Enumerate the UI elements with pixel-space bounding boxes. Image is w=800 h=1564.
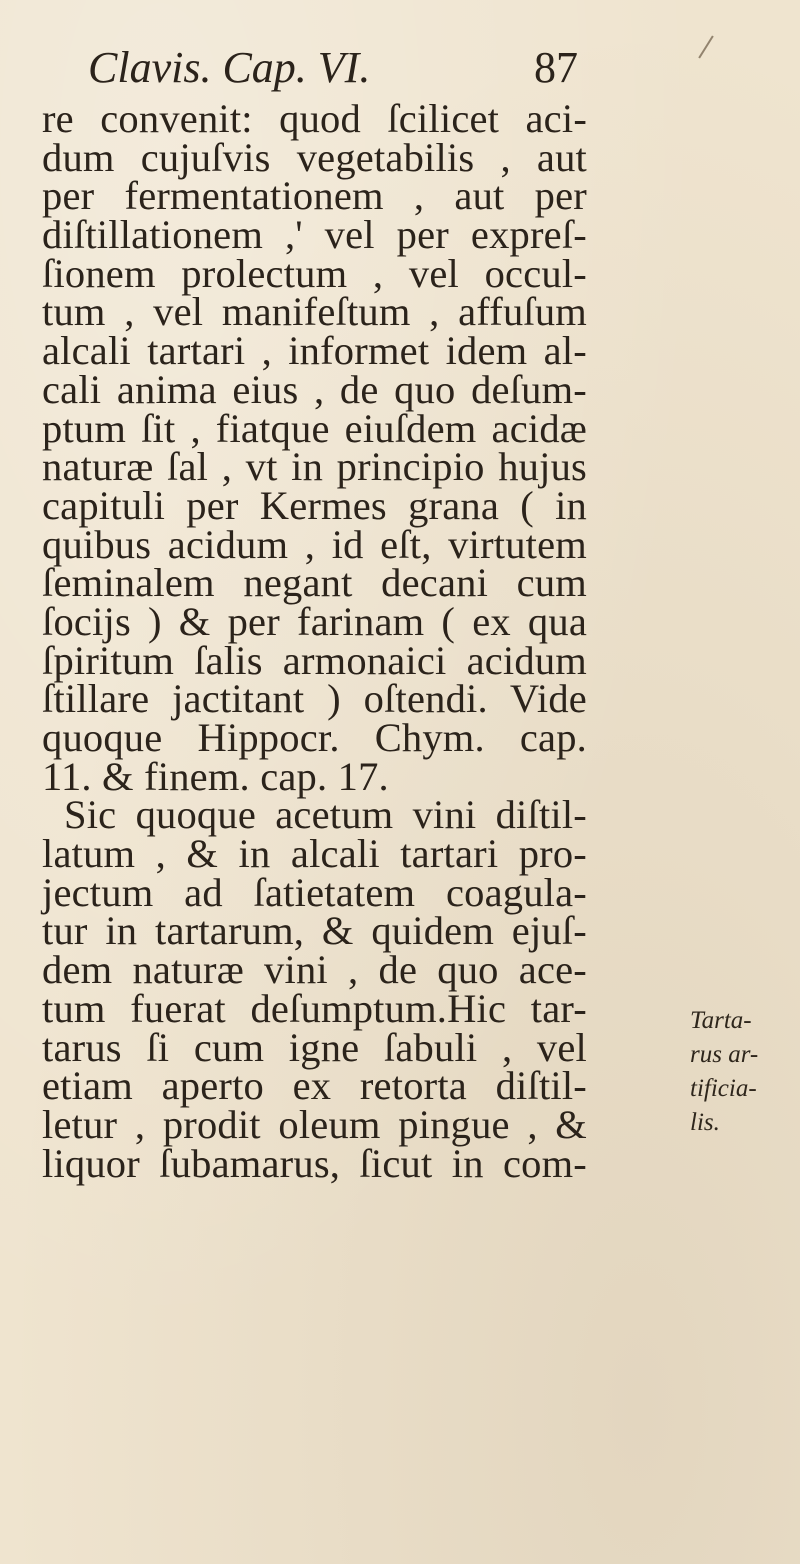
- text-line: ſeminalem negant decani cum: [42, 560, 587, 606]
- text-line: jectum ad ſatietatem coagula-: [42, 869, 587, 915]
- text-line: tur in tartarum, & quidem ejuſ-: [42, 908, 587, 954]
- margin-note-line: lis.: [690, 1109, 720, 1136]
- margin-note-line: rus ar-: [690, 1041, 759, 1068]
- text-line: letur , prodit oleum pingue , &: [42, 1101, 587, 1147]
- text-line: re convenit: quod ſcilicet aci-: [42, 96, 587, 141]
- running-title: Clavis. Cap. VI.: [88, 43, 371, 92]
- text-line: latum , & in alcali tartari pro-: [42, 831, 587, 877]
- text-line: naturæ ſal , vt in principio hujus: [42, 444, 587, 490]
- text-line: liquor ſubamarus, ſicut in com-: [42, 1140, 587, 1186]
- body-text: [42, 96, 587, 1186]
- text-line: quibus acidum , id eſt, virtutem: [42, 521, 587, 567]
- text-line: capituli per Kermes grana ( in: [42, 482, 587, 528]
- text-line: alcali tartari , informet idem al-: [42, 328, 587, 374]
- text-line: 11. & finem. cap. 17.: [42, 753, 389, 799]
- text-line: ptum ſit , fiatque eiuſdem acidæ: [42, 405, 587, 451]
- pencil-mark: [698, 35, 713, 58]
- margin-note: [690, 1004, 790, 1140]
- text-line: tum , vel manifeſtum , affuſum: [42, 289, 587, 335]
- text-line: diſtillationem ,' vel per expreſ-: [42, 212, 587, 258]
- text-line: ſocijs ) & per farinam ( ex qua: [42, 598, 587, 644]
- text-line: tarus ſi cum igne ſabuli , vel: [42, 1024, 587, 1070]
- running-head: [88, 42, 578, 94]
- page-number: 87: [534, 43, 578, 92]
- text-line: tum fuerat deſumptum.Hic tar-: [42, 985, 587, 1031]
- text-line: ſionem prolectum , vel occul-: [42, 250, 587, 296]
- margin-note-line: tificia-: [690, 1075, 757, 1102]
- text-line: Sic quoque acetum vini diſtil-: [64, 792, 587, 838]
- text-line: dum cujuſvis vegetabilis , aut: [42, 134, 587, 180]
- text-line: quoque Hippocr. Chym. cap.: [42, 715, 587, 760]
- text-line: per fermentationem , aut per: [42, 173, 587, 219]
- text-line: dem naturæ vini , de quo ace-: [42, 947, 587, 993]
- text-line: etiam aperto ex retorta diſtil-: [42, 1063, 587, 1109]
- text-line: cali anima eius , de quo deſum-: [42, 366, 587, 412]
- text-line: ſpiritum ſalis armonaici acidum: [42, 637, 587, 683]
- text-line: ſtillare jactitant ) oſtendi. Vide: [42, 676, 587, 722]
- margin-note-line: Tarta-: [690, 1007, 752, 1034]
